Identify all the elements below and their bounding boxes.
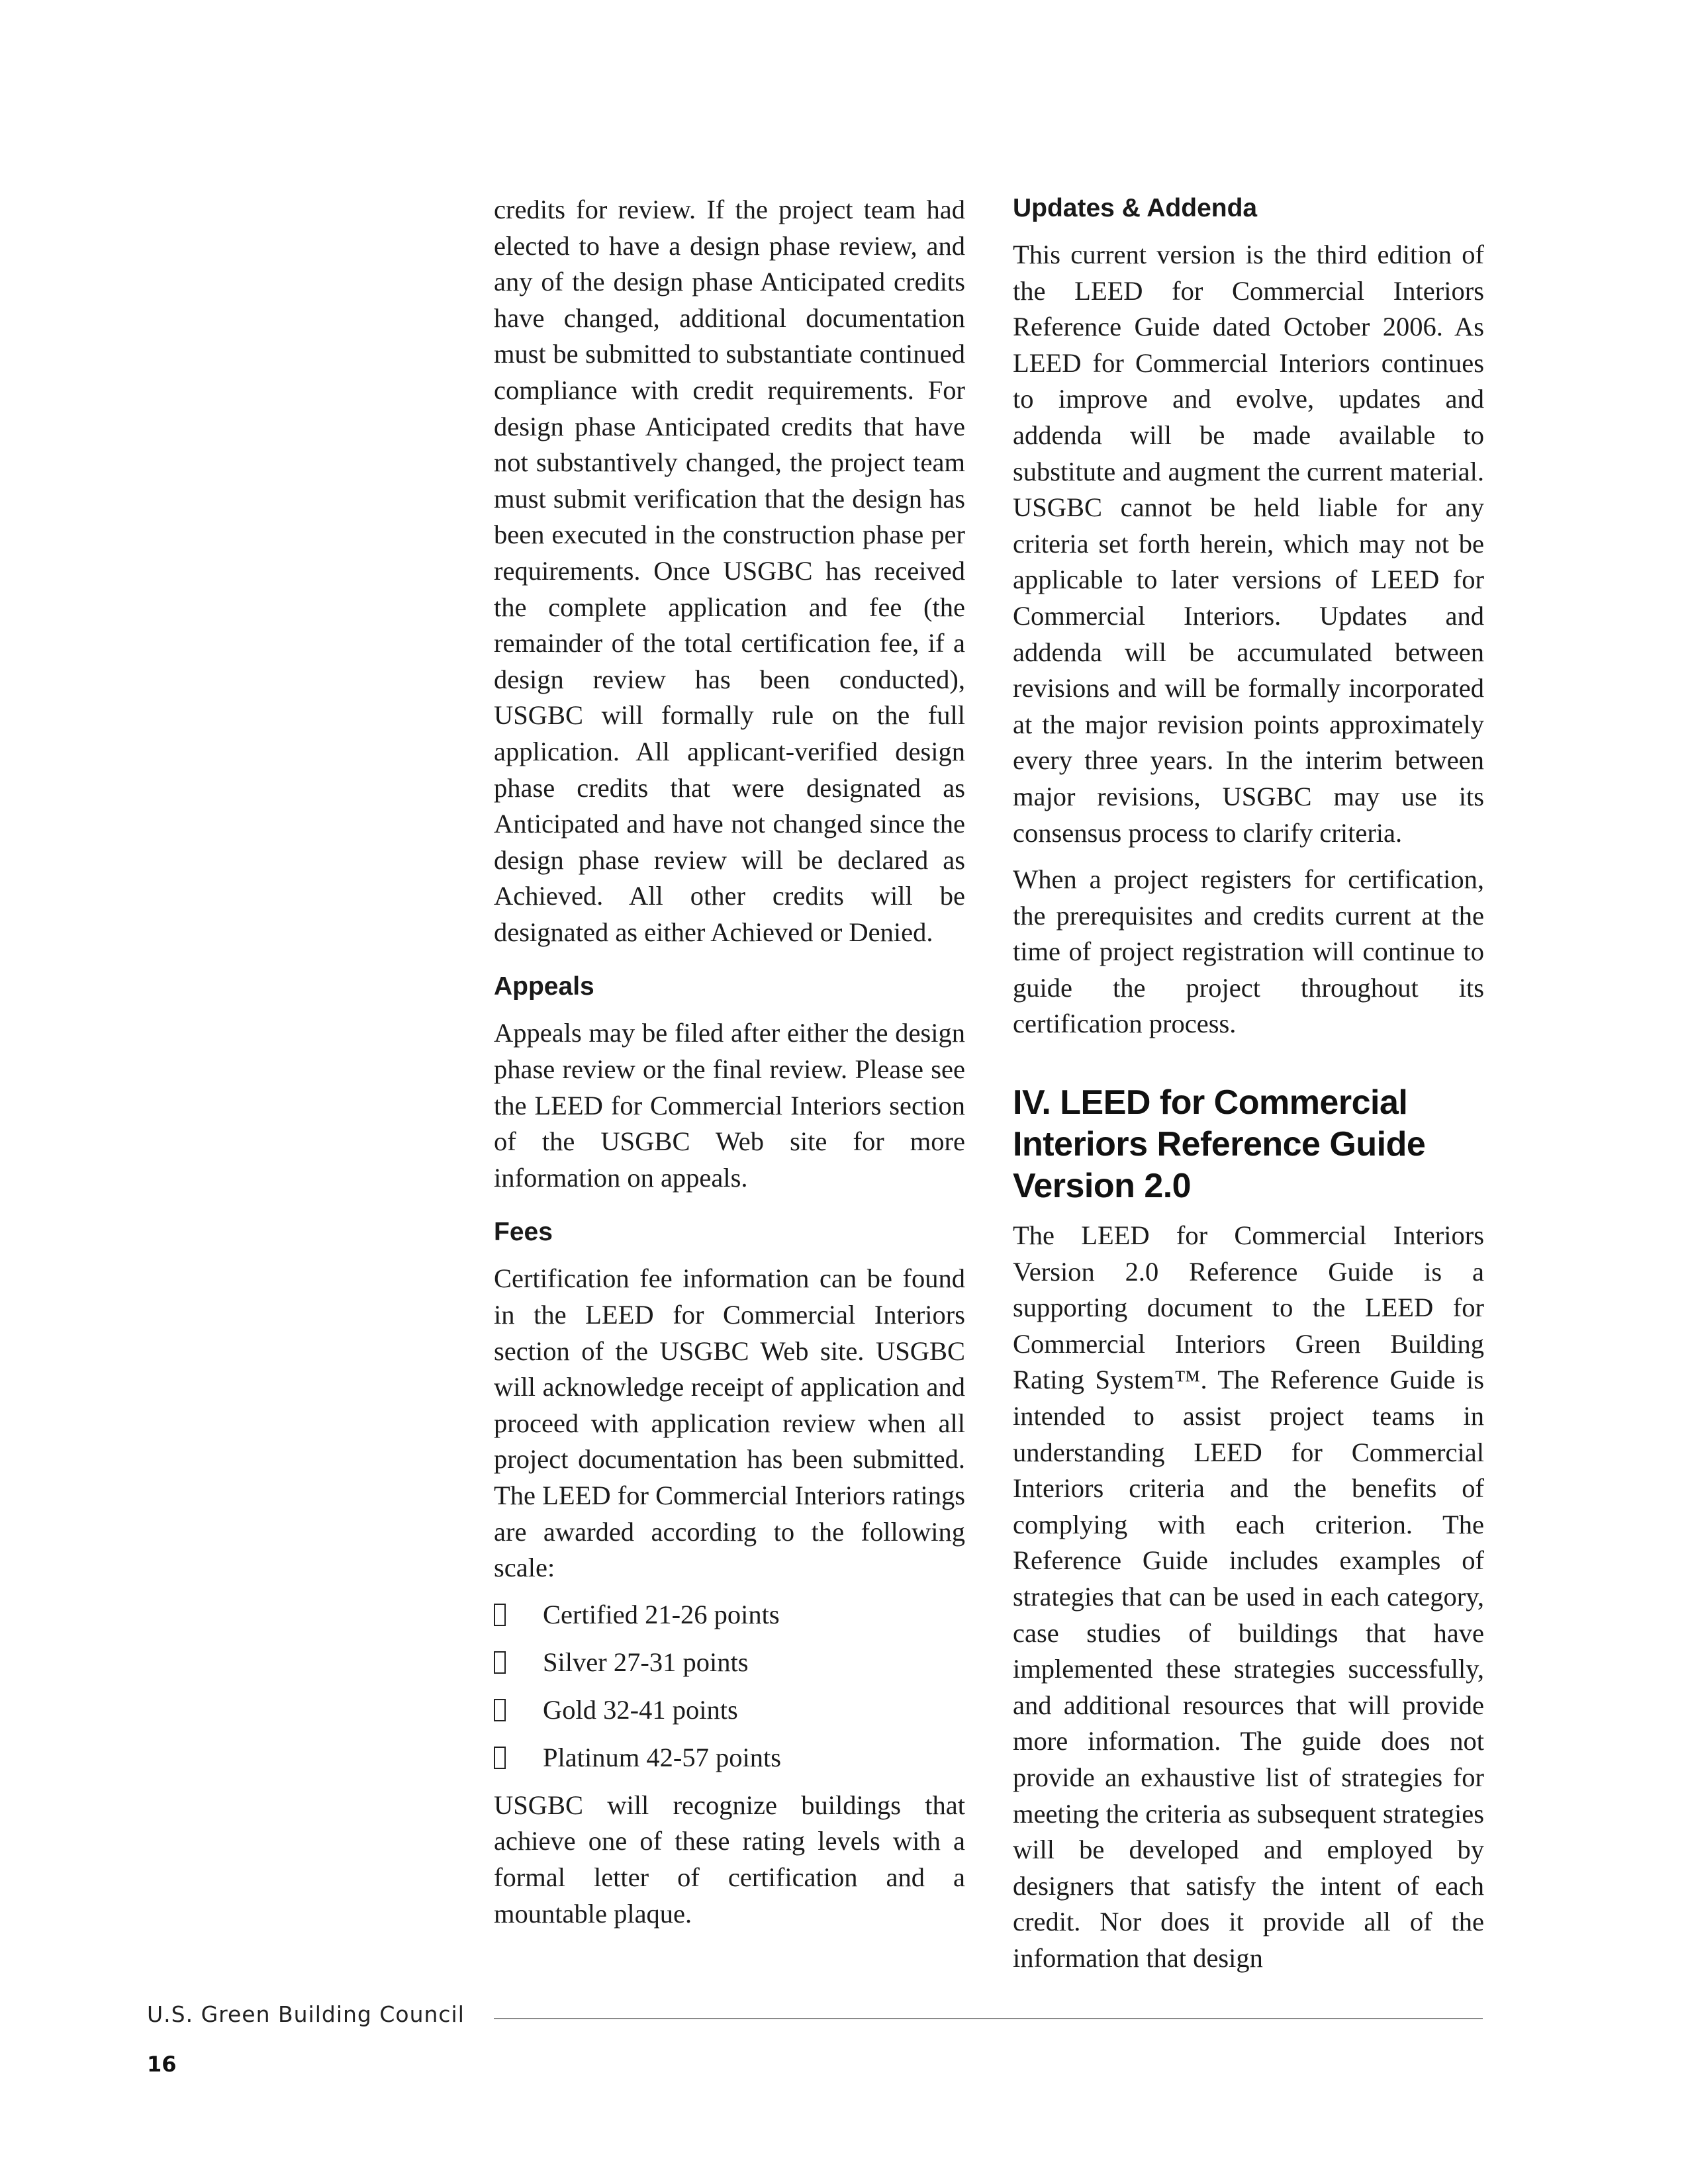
appeals-paragraph: Appeals may be filed after either the design phase review or the final review. Please see the LEED for Commercial Interiors section of the USGBC Web site for more information on appeals. — [494, 1018, 965, 1193]
page-number: 16 — [147, 2052, 177, 2077]
rating-level: Platinum 42-57 points — [543, 1742, 782, 1772]
appeals-heading: Appeals — [494, 972, 594, 1001]
rating-scale-list — [494, 1597, 965, 1776]
list-item — [494, 1645, 965, 1680]
continued-paragraph: credits for review. If the project team had elected to have a design phase review, and any of the design phase Anticipated credits have changed, additional documentation must be submitted to substantiate continued compliance with credit requirements. For design phase Anticipated credits that have not substantively changed, the project team must submit verification that the design has been executed in the construction phase per requirements. Once USGBC has received the complete application and fee (the remainder of the total certification fee, if a design review has been conducted), USGBC will formally rule on the full application. All applicant-verified design phase credits that were designated as Anticipated and have not changed since the design phase review will be declared as Achieved. All other credits will be designated as either Achieved or Denied. — [494, 195, 965, 947]
footer-organization: U.S. Green Building Council — [147, 2001, 465, 2027]
bullet-box-icon — [494, 1747, 506, 1769]
list-item — [494, 1597, 965, 1633]
list-item — [494, 1740, 965, 1776]
fees-paragraph: Certification fee information can be found in the LEED for Commercial Interiors section of the USGBC Web site. USGBC will acknowledge receipt of application and proceed with application review when all project documentation has been submitted. The LEED for Commercial Interiors ratings are awarded according to the following scale: — [494, 1263, 965, 1583]
rating-level: Certified 21-26 points — [543, 1599, 780, 1629]
recognition-paragraph: USGBC will recognize buildings that achieve one of these rating levels with a formal letter of certification and a mountable plaque. — [494, 1790, 965, 1929]
section-heading: IV. LEED for Commercial Interiors Reference Guide Version 2.0 — [1013, 1083, 1426, 1206]
updates-heading: Updates & Addenda — [1013, 194, 1258, 222]
updates-paragraph-2: When a project registers for certification, the prerequisites and credits current at the time of project registration will continue to guide the project throughout its certification process. — [1013, 864, 1484, 1039]
right-column — [1013, 192, 1484, 1987]
updates-paragraph-1: This current version is the third edition of the LEED for Commercial Interiors Reference Guide dated October 2006. As LEED for Commercial Interiors continues to improve and evolve, updates and addenda will be made available to substitute and augment the current material. USGBC cannot be held liable for any criteria set forth herein, which may not be applicable to later versions of LEED for Commercial Interiors. Updates and addenda will be accumulated between revisions and will be formally incorporated at the major revision points approximately every three years. In the interim between major revisions, USGBC may use its consensus process to clarify criteria. — [1013, 240, 1484, 848]
left-column — [494, 192, 965, 1942]
section-paragraph: The LEED for Commercial Interiors Version 2.0 Reference Guide is a supporting document to the LEED for Commercial Interiors Green Building Rating System™. The Reference Guide is intended to assist project teams in understanding LEED for Commercial Interiors criteria and the benefits of complying with each criterion. The Reference Guide includes examples of strategies that can be used in each category, case studies of buildings that have implemented these strategies successfully, and additional resources that will provide more information. The guide does not provide an exhaustive list of strategies for meeting the criteria as subsequent strategies will be developed and employed by designers that satisfy the intent of each credit. Nor does it provide all of the information that design — [1013, 1220, 1484, 1973]
rating-level: Gold 32-41 points — [543, 1694, 738, 1725]
list-item — [494, 1692, 965, 1728]
rating-level: Silver 27-31 points — [543, 1647, 749, 1677]
footer-divider — [494, 2018, 1483, 2019]
bullet-box-icon — [494, 1651, 506, 1674]
bullet-box-icon — [494, 1604, 506, 1626]
fees-heading: Fees — [494, 1218, 553, 1247]
bullet-box-icon — [494, 1699, 506, 1721]
